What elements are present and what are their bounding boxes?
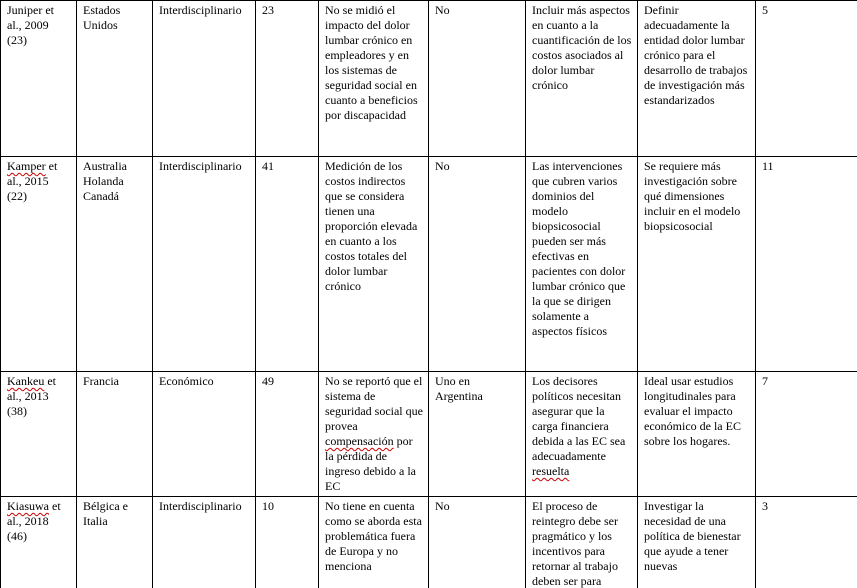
cell-text: Definir adecuadamente la entidad dolor lumbar crónico para el desarrollo de trabajos de investigación más estandarizados: [644, 3, 748, 107]
table-cell: [1, 1, 77, 157]
table-cell: [319, 497, 429, 588]
cell-text: No tiene en cuenta como se aborda esta problemática fuera de Europa y no menciona: [325, 499, 422, 573]
cell-text: 7: [762, 374, 768, 388]
table-cell: [1, 497, 77, 588]
table-cell: [256, 1, 319, 157]
table-cell: [638, 157, 756, 372]
table-cell: [256, 157, 319, 372]
table-cell: [638, 372, 756, 497]
table-cell: [1, 372, 77, 497]
cell-text: Incluir más aspectos en cuanto a la cuantificación de los costos asociados al dolor lumbar crónico: [532, 3, 632, 92]
table-cell: [153, 157, 256, 372]
table-cell: [756, 372, 857, 497]
cell-text: Se requiere más investigación sobre qué dimensiones incluir en el modelo biopsicosocial: [644, 159, 741, 233]
table-cell: [638, 1, 756, 157]
cell-text: Las intervenciones que cubren varios dominios del modelo biopsicosocial pueden ser más efectivas en pacientes con dolor lumbar crónico que la que se dirigen solamente a aspectos físicos: [532, 159, 626, 338]
table-body: [1, 1, 857, 588]
table-cell: [77, 1, 153, 157]
table-cell: [526, 372, 638, 497]
cell-text: Interdisciplinario: [159, 499, 242, 513]
table-cell: [429, 497, 526, 588]
cell-text: et al., 2013 (38): [7, 374, 56, 418]
table-cell: [77, 497, 153, 588]
cell-text: por la pérdida de ingreso debido a la EC: [325, 434, 416, 493]
table-cell: [319, 157, 429, 372]
cell-text: No se midió el impacto del dolor lumbar crónico en empleadores y en los sistemas de seguridad social en cuanto a beneficios por discapacidad: [325, 3, 418, 122]
cell-text: Económico: [159, 374, 214, 388]
table-cell: [256, 372, 319, 497]
cell-text: Interdisciplinario: [159, 3, 242, 17]
cell-text: 5: [762, 3, 768, 17]
table-cell: [77, 157, 153, 372]
cell-text: et al., 2018 (46): [7, 499, 61, 543]
table-cell: [429, 157, 526, 372]
cell-text: 11: [762, 159, 774, 173]
table-row: [1, 497, 857, 588]
cell-text: Bélgica e Italia: [83, 499, 128, 528]
cell-text: 3: [762, 499, 768, 513]
cell-text: 23: [262, 3, 274, 17]
cell-text: Uno en Argentina: [435, 374, 483, 403]
table-cell: [77, 372, 153, 497]
misspelled-word: Kamper: [7, 159, 46, 173]
table-cell: [526, 497, 638, 588]
table-cell: [638, 497, 756, 588]
table-cell: [1, 157, 77, 372]
cell-text: Australia Holanda Canadá: [83, 159, 127, 203]
table-cell: [153, 1, 256, 157]
table-row: [1, 372, 857, 497]
table-cell: [756, 1, 857, 157]
table-cell: [429, 372, 526, 497]
misspelled-word: compensación: [325, 434, 394, 448]
cell-text: Juniper et al., 2009 (23): [7, 3, 54, 47]
table-cell: [153, 497, 256, 588]
table-cell: [526, 157, 638, 372]
table-cell: [756, 497, 857, 588]
table-cell: [256, 497, 319, 588]
cell-text: No: [435, 3, 450, 17]
table-cell: [526, 1, 638, 157]
table-cell: [153, 372, 256, 497]
misspelled-word: resuelta: [532, 464, 570, 478]
cell-text: 41: [262, 159, 274, 173]
cell-text: No se reportó que el sistema de seguridad social que provea: [325, 374, 423, 433]
cell-text: Estados Unidos: [83, 3, 121, 32]
table-cell: [756, 157, 857, 372]
cell-text: et al., 2015 (22): [7, 159, 58, 203]
cell-text: Ideal usar estudios longitudinales para evaluar el impacto económico de la EC sobre los hogares.: [644, 374, 741, 448]
misspelled-word: Kiasuwa: [7, 499, 49, 513]
cell-text: El proceso de reintegro debe ser pragmático y los incentivos para retornar al trabajo deben ser para: [532, 499, 618, 588]
cell-text: No: [435, 159, 450, 173]
table-row: [1, 1, 857, 157]
cell-text: No: [435, 499, 450, 513]
cell-text: Los decisores políticos necesitan asegurar que la carga financiera debida a las EC sea adecuadamente: [532, 374, 626, 463]
cell-text: Medición de los costos indirectos que se considera tienen una proporción elevada en cuanto a los costos totales del dolor lumbar crónico: [325, 159, 418, 293]
cell-text: Interdisciplinario: [159, 159, 242, 173]
cell-text: Investigar la necesidad de una política de bienestar que ayude a tener nuevas: [644, 499, 741, 573]
cell-text: Francia: [83, 374, 119, 388]
table-cell: [319, 1, 429, 157]
cell-text: 49: [262, 374, 274, 388]
cell-text: 10: [262, 499, 274, 513]
misspelled-word: Kankeu: [7, 374, 45, 388]
table-row: [1, 157, 857, 372]
table-cell: [319, 372, 429, 497]
table-cell: [429, 1, 526, 157]
